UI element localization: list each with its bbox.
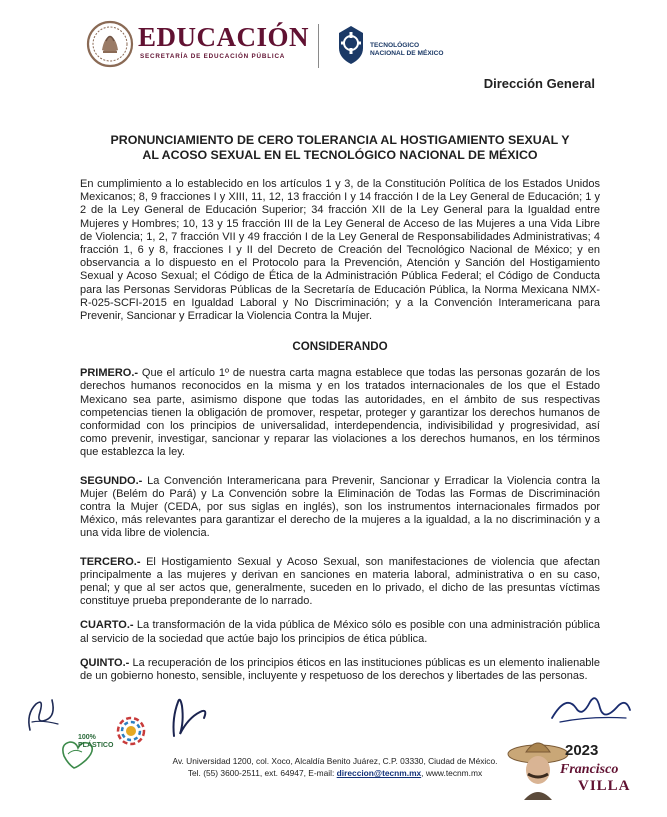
clause-label: TERCERO.- [80, 555, 141, 568]
section-heading: CONSIDERANDO [292, 340, 388, 354]
footer-logos [46, 712, 166, 772]
clause-text: La Convención Interamericana para Prevenir, Sancionar y Erradicar la Violencia contra la Mujer (Belém do Pará) y La Convención sobre la Eliminación de Todas las Formas de Discriminación contra la Mujer (CEDA, por sus siglas en inglés), son los instrumentos internacionales firmados por México, más relevantes para garantizar el derecho de la mujeres a la igualdad, a la no discriminación y a una vida libre de violencia. [80, 474, 600, 540]
tecnm-name-line1: TECNOLÓGICO [370, 42, 420, 49]
document-title-line2: AL ACOSO SEXUAL EN EL TECNOLÓGICO NACIONAL DE MÉXICO [142, 148, 538, 162]
clause-quinto [80, 657, 600, 683]
tecnm-logo-icon [336, 24, 366, 66]
clause-label: QUINTO.- [80, 656, 130, 669]
clause-label: PRIMERO.- [80, 367, 139, 380]
sustainability-wheel-icon [116, 716, 146, 746]
signature-center-mark [160, 692, 212, 740]
org-subtitle: SECRETARÍA DE EDUCACIÓN PÚBLICA [140, 53, 286, 60]
commemorative-name-first: Francisco [560, 762, 619, 777]
clause-label: CUARTO.- [80, 619, 134, 632]
plastic-badge-text [78, 734, 113, 750]
mexico-seal-icon [86, 20, 134, 68]
clause-segundo [80, 475, 600, 541]
footer-contact-line [170, 767, 500, 779]
document-title-line1: PRONUNCIAMIENTO DE CERO TOLERANCIA AL HOSTIGAMIENTO SEXUAL Y [110, 133, 570, 147]
footer-phone: Tel. (55) 3600-2511, ext. 64947, E-mail: [187, 768, 337, 778]
plastic-badge-line1: 100% [78, 734, 96, 741]
clause-text: La transformación de la vida pública de México sólo es posible con una administración pública al servicio de la sociedad que actúe bajo los principios de ética pública. [80, 619, 600, 645]
clause-primero [80, 367, 600, 459]
footer-email-link[interactable]: direccion@tecnm.mx [336, 768, 422, 778]
footer-web: , www.tecnm.mx [421, 768, 483, 778]
clause-tercero [80, 556, 600, 609]
plastic-badge-line2: PLÁSTICO [78, 742, 114, 749]
clause-text: Que el artículo 1º de nuestra carta magna establece que todas las personas gozarán de los derechos humanos reconocidos en la misma y en los tratados internacionales de los que el Estado Mexicano sea parte, asimismo dispone que todas las autoridades, en el ámbito de sus respectivas competencias tienen la obligación de promover, respetar, proteger y garantizar los derechos humanos de conformidad con los principios de universalidad, interdependencia, indivisibilidad y progresividad, así como prevenir, investigar, sancionar y reparar las violaciones a los derechos humanos, en los términos que establezca la ley. [80, 367, 600, 459]
tecnm-name [370, 42, 444, 58]
clause-label: SEGUNDO.- [80, 474, 143, 487]
commemorative-year: 2023 [565, 742, 599, 759]
clause-cuarto [80, 619, 600, 645]
document-title [80, 133, 600, 163]
header-divider [318, 24, 319, 68]
document-body [80, 133, 600, 683]
intro-paragraph: En cumplimiento a lo establecido en los artículos 1 y 3, de la Constitución Política de los Estados Unidos Mexicanos; 8, 9 fracciones I y XIII, 11, 12, 13 fracción I y 14 fracción I de la Ley General de Educación; 1 y 2 de la Ley General de Educación Superior; 34 fracción XII de la Ley General para la Igualdad entre Mujeres y Hombres; 10, 13 y 15 fracción III de la Ley General de Acceso de las Mujeres a una Vida Libre de Violencia; 1, 2, 7 fracción VII y 49 fracción I de la Ley General de Responsabilidades Administrativas; 4 fracción 1, 6 y 8, fracciones I y II del Decreto de Creación del Tecnológico Nacional de México; y en observancia a lo dispuesto en el Protocolo para la Prevención, Atención y Sanción del Hostigamiento Sexual y Acoso Sexual; el Código de Ética de la Administración Pública Federal; el Código de Conducta para las Personas Servidoras Públicas de la Secretaría de Educación Pública, la Norma Mexicana NMX-R-025-SCFI-2015 en Igualdad Laboral y No Discriminación; y a la Convención Interamericana para Prevenir, Sancionar y Erradicar la Violencia Contra la Mujer. [80, 178, 600, 323]
commemorative-name-last: VILLA [578, 778, 631, 794]
department-name: Dirección General [483, 76, 595, 91]
clause-text: El Hostigamiento Sexual y Acoso Sexual, son manifestaciones de violencia que afectan principalmente a las mujeres y derivan en sanciones en materia laboral, administrativa o en su caso, penal; y que al ser actos que, generalmente, suceden en lo privado, el dicho de las presuntas víctimas constituye prueba preponderante de lo narrado. [80, 555, 600, 608]
letterhead [0, 0, 667, 100]
footer-address: Av. Universidad 1200, col. Xoco, Alcaldía Benito Juárez, C.P. 03330, Ciudad de México. [172, 756, 498, 766]
clause-text: La recuperación de los principios éticos en las instituciones públicas es un elemento inalienable de un gobierno honesto, sensible, incluyente y respetuoso de los derechos y libertades de las personas. [80, 656, 600, 683]
footer-contact [170, 755, 500, 779]
org-name: EDUCACIÓN [138, 22, 310, 52]
tecnm-name-line2: NACIONAL DE MÉXICO [370, 50, 444, 57]
signature-right-mark [546, 688, 634, 728]
